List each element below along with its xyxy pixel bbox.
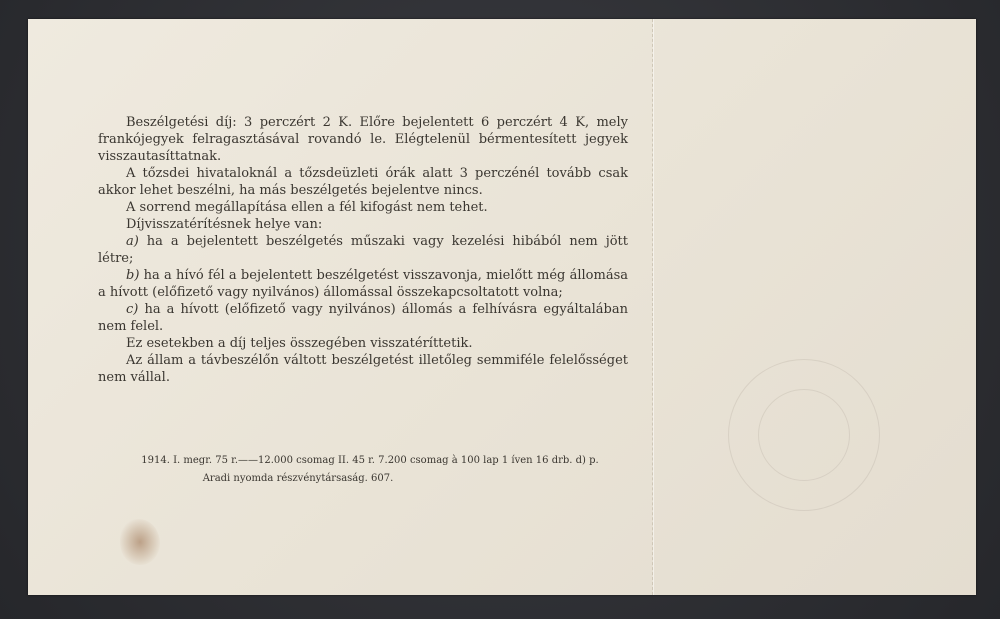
- paragraph-text: A sorrend megállapítása ellen a fél kifogást nem tehet.: [126, 200, 488, 215]
- print-run-imprint: 1914. I. megr. 75 r.——12.000 csomag II. 45 r. 7.200 csomag à 100 lap 1 íven 16 drb. d) p.: [141, 455, 599, 466]
- paragraph-text: Az állam a távbeszélőn váltott beszélgetést illetőleg semmiféle felelősséget nem vállal.: [98, 353, 628, 385]
- condition-paragraph: [98, 165, 628, 199]
- condition-paragraph: [98, 114, 628, 165]
- item-label: a): [126, 234, 139, 249]
- condition-paragraph: [98, 216, 628, 233]
- condition-paragraph: [98, 352, 628, 386]
- condition-paragraph: [98, 335, 628, 352]
- paragraph-text: ha a hívó fél a bejelentett beszélgetést visszavonja, mielőtt még állomása a hívott (előfizető vagy nyilvános) állomással összekapcsoltatott volna;: [98, 268, 628, 300]
- item-label: b): [126, 268, 140, 283]
- paragraph-text: ha a hívott (előfizető vagy nyilvános) állomás a felhívásra egyáltalában nem felel.: [98, 302, 628, 334]
- conditions-text: [98, 114, 628, 386]
- paragraph-text: Ez esetekben a díj teljes összegében visszatéríttetik.: [126, 336, 473, 351]
- paragraph-text: A tőzsdei hivataloknál a tőzsdeüzleti órák alatt 3 perczénél tovább csak akkor lehet beszélni, ha más beszélgetés bejelentve nincs.: [98, 166, 628, 198]
- condition-item: [98, 233, 628, 267]
- condition-paragraph: [98, 199, 628, 216]
- paragraph-text: Beszélgetési díj: 3 perczért 2 K. Előre bejelentett 6 perczért 4 K, mely frankójegyek felragasztásával rovandó le. Elégtelenül bérmentesített jegyek visszautasíttatnak.: [98, 115, 628, 164]
- condition-item: [98, 301, 628, 335]
- faded-postmark-inner: [758, 389, 850, 481]
- perforation-line: [652, 19, 653, 595]
- paragraph-text: Díjvisszatérítésnek helye van:: [126, 217, 323, 232]
- condition-item: [98, 267, 628, 301]
- item-label: c): [126, 302, 139, 317]
- ink-stain: [120, 519, 160, 565]
- printer-imprint: Aradi nyomda részvénytársaság. 607.: [202, 473, 394, 484]
- paragraph-text: ha a bejelentett beszélgetés műszaki vagy kezelési hibából nem jött létre;: [98, 234, 628, 266]
